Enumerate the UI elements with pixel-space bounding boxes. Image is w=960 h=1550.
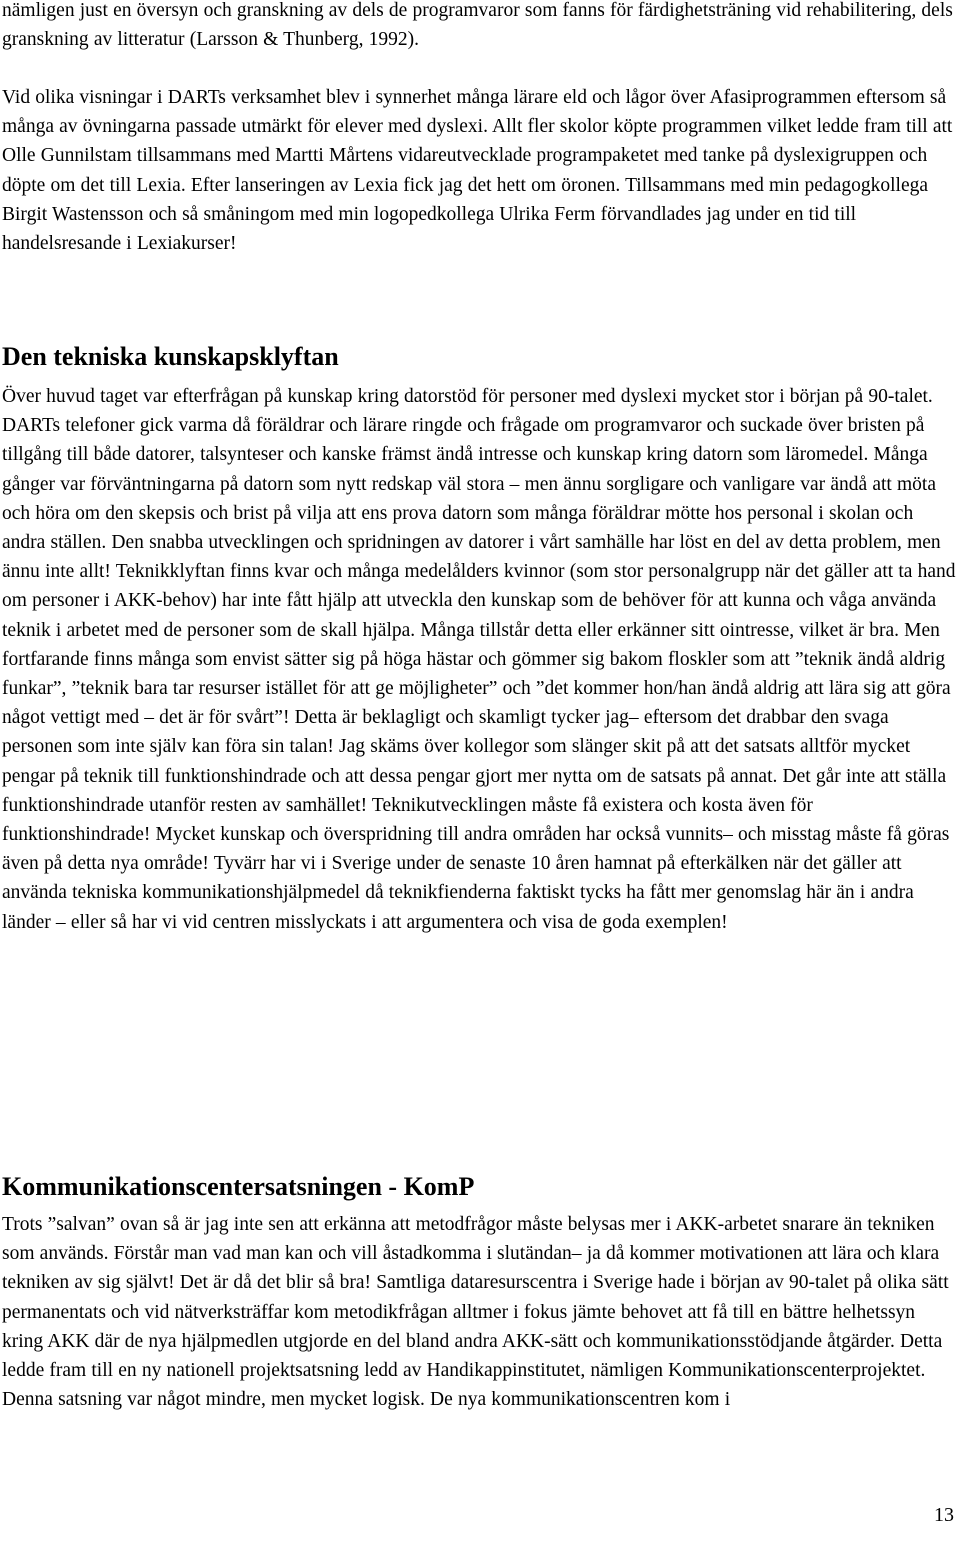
section-heading-komp: Kommunikationscentersatsningen - KomP (2, 1172, 475, 1201)
paragraph-intro-continuation: nämligen just en översyn och granskning av dels de programvaror som fanns för färdighetsträning vid rehabilitering, dels granskning av litteratur (Larsson & Thunberg, 1992). (2, 0, 953, 51)
paragraph-darts-lexia: Vid olika visningar i DARTs verksamhet blev i synnerhet många lärare eld och lågor över Afasiprogrammen eftersom så många av övningarna passade utmärkt för elever med dyslexi. Allt fler skolor köpte programmen vilket ledde fram till att Olle Gunnilstam tillsammans med Martti Mårtens vidareutvecklade programpaketet med tanke på dyslexigruppen och döpte om det till Lexia. Efter lanseringen av Lexia fick jag det hett om öronen. Tillsammans med min pedagogkollega Birgit Wastensson och så småningom med min logopedkollega Ulrika Ferm förvandlades jag under en tid till handelsresande i Lexiakurser! (2, 87, 953, 255)
section-heading-kunskapsklyftan: Den tekniska kunskapsklyftan (2, 342, 339, 371)
paragraph-kunskapsklyftan: Över huvud taget var efterfrågan på kunskap kring datorstöd för personer med dyslexi mycket stor i början på 90-talet. DARTs telefoner gick varma då föräldrar och lärare ringde och frågade om programvaror och suckade över bristen på tillgång till både datorer, talsynteser och kanske främst ändå intresse och kunskap kring datorn som läromedel. Många gånger var förväntningarna på datorn som nytt redskap väl stora – men ännu sorgligare och vanligare var ändå att möta och höra om den skepsis och brist på vilja att ens prova datorn som många föräldrar mötte hos personal i skolan och andra ställen. Den snabba utvecklingen och spridningen av datorer i vårt samhälle har löst en del av detta problem, men ännu inte allt! Teknikklyftan finns kvar och många medelålders kvinnor (som stor personalgrupp när det gäller att ta hand om personer i AKK-behov) har inte fått hjälp att utveckla den kunskap som de behöver för att kunna och våga använda teknik i arbetet med de personer som de skall hjälpa. Många tillstår detta eller erkänner sitt ointresse, vilket är bra. Men fortfarande finns många som envist sätter sig på höga hästar och gömmer sig bakom floskler som att ”teknik ändå aldrig funkar”, ”teknik bara tar resurser istället för att ge möjligheter” och ”det kommer hon/han ändå aldrig att lära sig att göra något vettigt med – det är för svårt”! Detta är beklagligt och skamligt tycker jag– eftersom det drabbar den svaga personen som inte själv kan föra sin talan! Jag skäms över kollegor som slänger skit på att det satsats alltför mycket pengar på teknik till funktionshindrade och att dessa pengar gjort mer nytta om de satsats på annat. Det går inte att ställa funktionshindrade utanför resten av samhället! Teknikutvecklingen måste få existera och kosta även för funktionshindrade! Mycket kunskap och överspridning till andra områden har också vunnits– och misstag måste få göras även på detta nya område! Tyvärr har vi i Sverige under de senaste 10 åren hamnat på efterkälken när det gäller att använda tekniska kommunikationshjälpmedel då teknikfienderna faktiskt tycks ha fått mer genomslag här än i andra länder – eller så har vi vid centren misslyckats i att argumentera och visa de goda exemplen! (2, 386, 956, 933)
paragraph-komp: Trots ”salvan” ovan så är jag inte sen att erkänna att metodfrågor måste belysas mer i AKK-arbetet snarare än tekniken som används. Förstår man vad man kan och vill åstadkomma i slutändan– ja då kommer motivationen att lära och klara tekniken av sig självt! Det är då det blir så bra! Samtliga dataresurscentra i Sverige hade i början av 90-talet på olika sätt permanentats och vid nätverksträffar kom metodikfrågan alltmer i fokus jämte behovet att få till en bättre helhetssyn kring AKK där de nya hjälpmedlen utgjorde en del bland andra AKK-sätt och kommunikationsstödjande åtgärder. Detta ledde fram till en ny nationell projektsatsning ledd av Handikappinstitutet, nämligen Kommunikationscenterprojektet. Denna satsning var något mindre, men mycket logisk. De nya kommunikationscentren kom i (2, 1214, 949, 1411)
page-number: 13 (934, 1504, 954, 1526)
